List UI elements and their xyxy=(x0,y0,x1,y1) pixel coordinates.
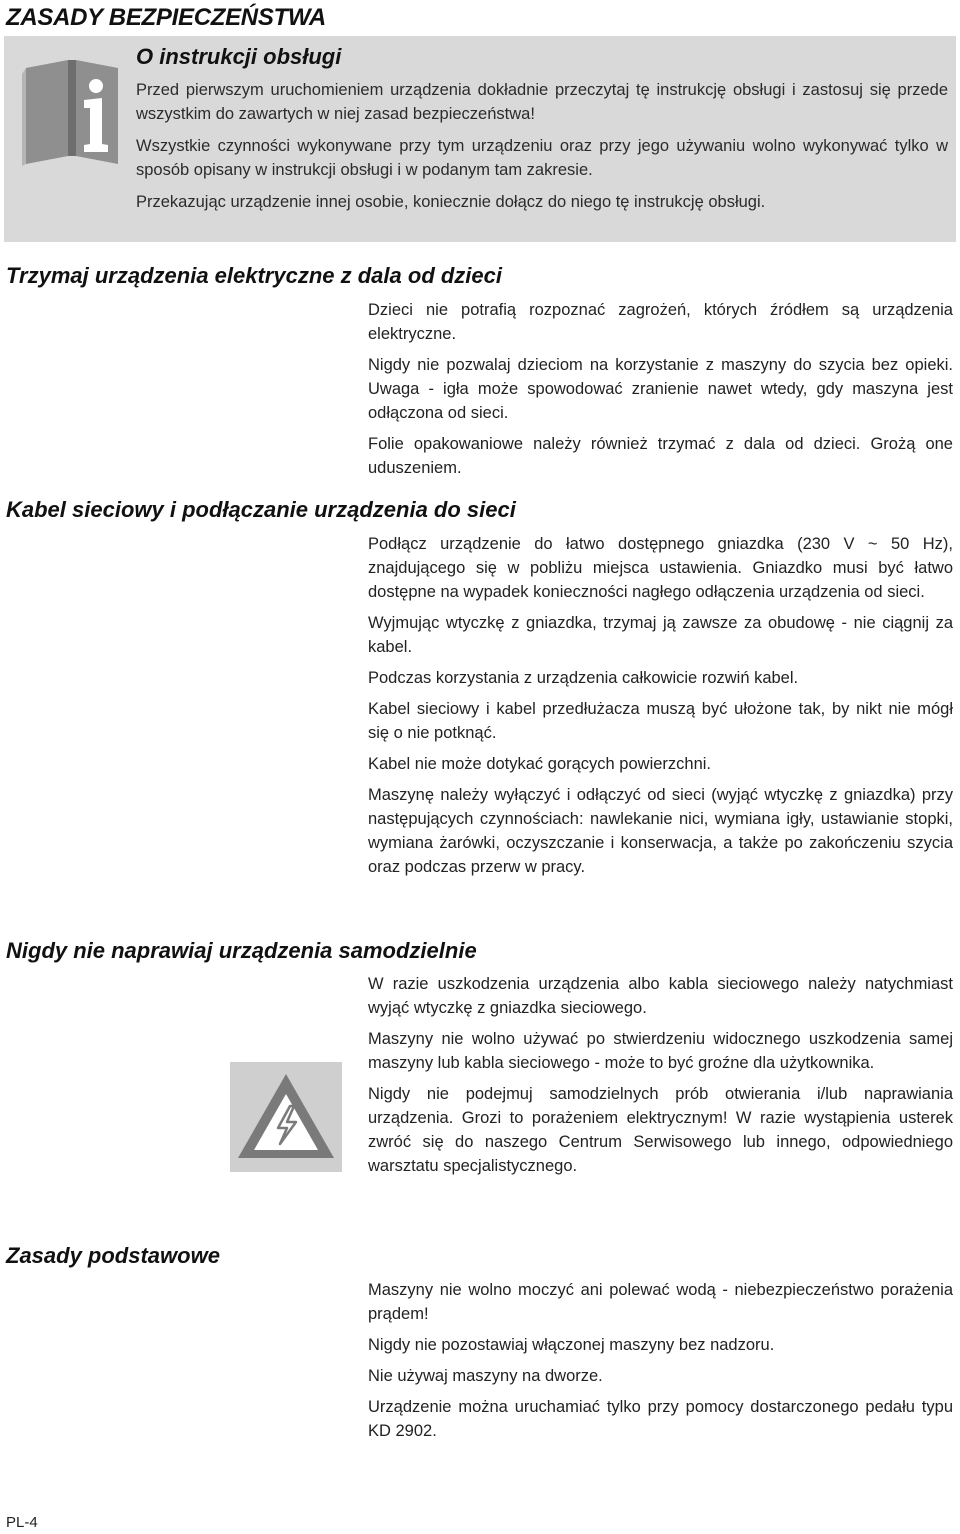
section-paragraph: Dzieci nie potrafią rozpoznać zagrożeń, których źródłem są urządzenia elektryczne. xyxy=(368,301,953,343)
page-number: PL-4 xyxy=(6,1514,38,1531)
section-body-no-repair xyxy=(368,972,953,1185)
section-paragraph: Nie używaj maszyny na dworze. xyxy=(368,1367,603,1385)
section-paragraph: Nigdy nie podejmuj samodzielnych prób otwierania i/lub naprawiania urządzenia. Grozi to porażeniem elektrycznym! W razie wystąpienia usterek zwróć się do naszego Centrum Serwisowego lub innego, odpowiedniego warsztatu specjalistycznego. xyxy=(368,1085,953,1175)
section-paragraph: Folie opakowaniowe należy również trzymać z dala od dzieci. Grożą one uduszeniem. xyxy=(368,435,953,477)
section-paragraph: Nigdy nie pozwalaj dzieciom na korzystanie z maszyny do szycia bez opieki. Uwaga - igła może spowodować zranienie nawet wtedy, gdy maszyna jest odłączona od sieci. xyxy=(368,356,953,422)
section-paragraph: Maszynę należy wyłączyć i odłączyć od sieci (wyjąć wtyczkę z gniazdka) przy następujących czynnościach: nawlekanie nici, wymiana igły, ustawianie stopki, wymiana żarówki, oczyszczanie i konserwacja, a także po zakończeniu szycia oraz podczas przerw w pracy. xyxy=(368,786,953,876)
section-paragraph: Urządzenie można uruchamiać tylko przy pomocy dostarczonego pedału typu KD 2902. xyxy=(368,1398,953,1440)
info-box-title: O instrukcji obsługi xyxy=(136,44,342,69)
info-paragraph: Przekazując urządzenie innej osobie, koniecznie dołącz do niego tę instrukcję obsługi. xyxy=(136,193,766,211)
section-paragraph: Maszyny nie wolno moczyć ani polewać wodą - niebezpieczeństwo porażenia prądem! xyxy=(368,1281,953,1323)
book-info-icon xyxy=(22,52,122,167)
section-body-children xyxy=(368,298,953,487)
info-paragraph: Wszystkie czynności wykonywane przy tym urządzeniu oraz przy jego używaniu wolno wykonywać tylko w sposób opisany w instrukcji obsługi i w podanym tam zakresie. xyxy=(136,137,948,179)
section-body-basic-rules xyxy=(368,1278,953,1450)
section-heading-power-cable: Kabel sieciowy i podłączanie urządzenia do sieci xyxy=(6,497,516,522)
info-box xyxy=(4,36,956,242)
section-heading-basic-rules: Zasady podstawowe xyxy=(6,1243,220,1268)
section-body-power-cable xyxy=(368,532,953,886)
info-box-body xyxy=(136,78,948,222)
section-paragraph: Maszyny nie wolno używać po stwierdzeniu widocznego uszkodzenia samej maszyny lub kabla sieciowego - może to być groźne dla użytkownika. xyxy=(368,1030,953,1072)
section-paragraph: Nigdy nie pozostawiaj włączonej maszyny bez nadzoru. xyxy=(368,1336,775,1354)
section-paragraph: Podłącz urządzenie do łatwo dostępnego gniazdka (230 V ~ 50 Hz), znajdującego się w pobliżu miejsca ustawienia. Gniazdko musi być łatwo dostępne na wypadek konieczności nagłego odłączenia urządzenia od sieci. xyxy=(368,535,953,601)
page-title: ZASADY BEZPIECZEŃSTWA xyxy=(6,4,326,31)
section-paragraph: Podczas korzystania z urządzenia całkowicie rozwiń kabel. xyxy=(368,669,799,687)
high-voltage-warning-icon xyxy=(230,1062,342,1172)
section-paragraph: Kabel nie może dotykać gorących powierzchni. xyxy=(368,755,712,773)
info-paragraph: Przed pierwszym uruchomieniem urządzenia dokładnie przeczytaj tę instrukcję obsługi i zastosuj się przede wszystkim do zawartych w niej zasad bezpieczeństwa! xyxy=(136,81,948,123)
section-paragraph: Wyjmując wtyczkę z gniazdka, trzymaj ją zawsze za obudowę - nie ciągnij za kabel. xyxy=(368,614,953,656)
section-heading-no-repair: Nigdy nie naprawiaj urządzenia samodzielnie xyxy=(6,938,477,963)
section-paragraph: Kabel sieciowy i kabel przedłużacza muszą być ułożone tak, by nikt nie mógł się o nie potknąć. xyxy=(368,700,953,742)
section-heading-children: Trzymaj urządzenia elektryczne z dala od dzieci xyxy=(6,263,502,288)
section-paragraph: W razie uszkodzenia urządzenia albo kabla sieciowego należy natychmiast wyjąć wtyczkę z gniazdka sieciowego. xyxy=(368,975,953,1017)
